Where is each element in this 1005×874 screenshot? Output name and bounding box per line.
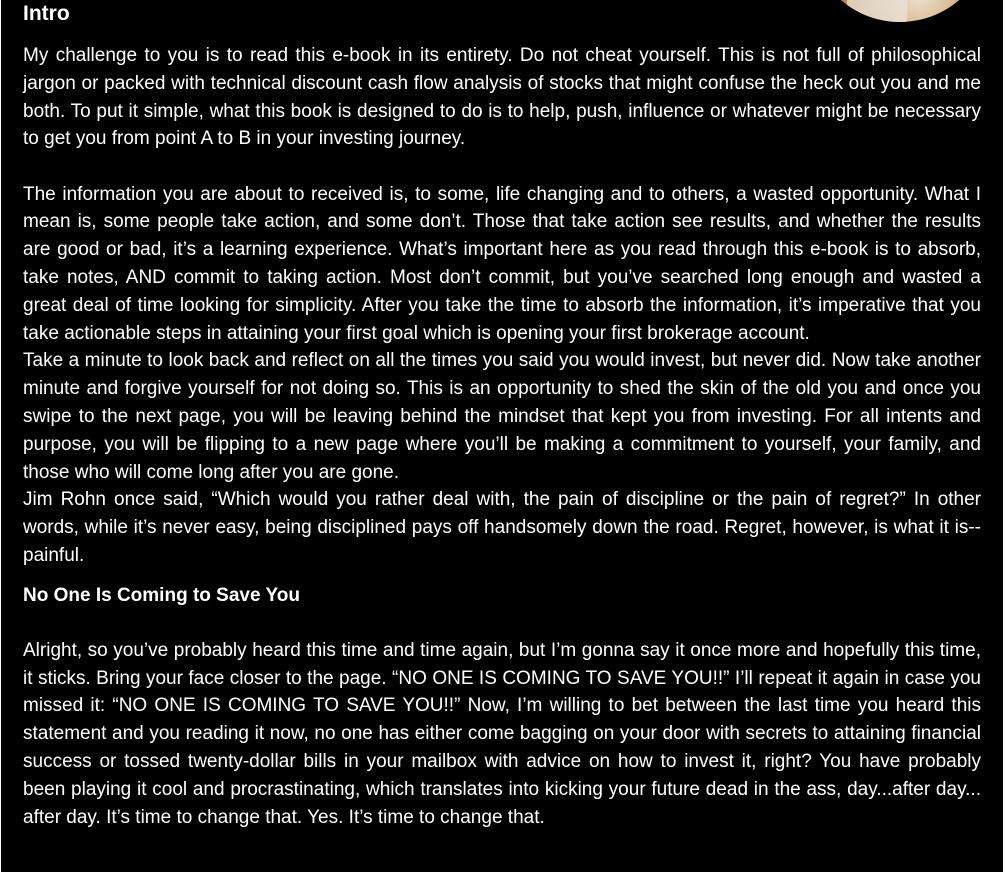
intro-heading: Intro — [23, 2, 70, 25]
section-paragraph-1: Alright, so you’ve probably heard this time and time again, but I’m gonna say it once more and hopefully this time, it sticks. Bring your face closer to the page. “NO ONE IS COMING TO SAVE YOU!!” I’ll repeat it again in case you missed it: “NO ONE IS COMING TO SAVE YOU!!” Now, I’m willing to bet between the last time you heard this statement and you reading it now, no one has either come bagging on your door with secrets to attaining financial success or tossed twenty-dollar bills in your mailbox with advice on how to invest it, right? You have probably been playing it cool and procrastinating, which translates into kicking your future dead in the ass, day...after day... after day. It’s time to change that. Yes. It’s time to change that. — [23, 639, 981, 828]
intro-paragraph-1: My challenge to you is to read this e-book in its entirety. Do not cheat yourself. This is not full of philosophical jargon or packed with technical discount cash flow analysis of stocks that might confuse the heck out you and me both. To put it simple, what this book is designed to do is to help, push, influence or whatever might be necessary to get you from point A to B in your investing journey. — [23, 45, 981, 150]
intro-paragraph-2: The information you are about to received is, to some, life changing and to others, a wasted opportunity. What I mean is, some people take action, and some don’t. Those that take action see results, and whether the results are good or bad, it’s a learning experience. What’s important here as you read through this e-book is to absorb, take notes, AND commit to taking action. Most don’t commit, but you’ve searched long enough and wasted a great deal of time looking for simplicity. After you take the time to absorb the information, it’s imperative that you take actionable steps in attaining your first goal which is opening your first brokerage account. — [23, 183, 981, 344]
section-heading-no-one-coming: No One Is Coming to Save You — [23, 584, 300, 606]
page-content — [23, 0, 981, 831]
ebook-page — [1, 0, 1003, 874]
intro-paragraph-3: Take a minute to look back and reflect on all the times you said you would invest, but never did. Now take another minute and forgive yourself for not doing so. This is an opportunity to shed the skin of the old you and once you swipe to the next page, you will be leaving behind the mindset that kept you from investing. For all intents and purpose, you will be flipping to a new page where you’ll be making a commitment to yourself, your family, and those who will come long after you are gone. — [23, 350, 981, 483]
intro-paragraph-4: Jim Rohn once said, “Which would you rather deal with, the pain of discipline or the pain of regret?” In other words, while it’s never easy, being disciplined pays off handsomely down the road. Regret, however, is what it is--painful. — [23, 489, 981, 567]
